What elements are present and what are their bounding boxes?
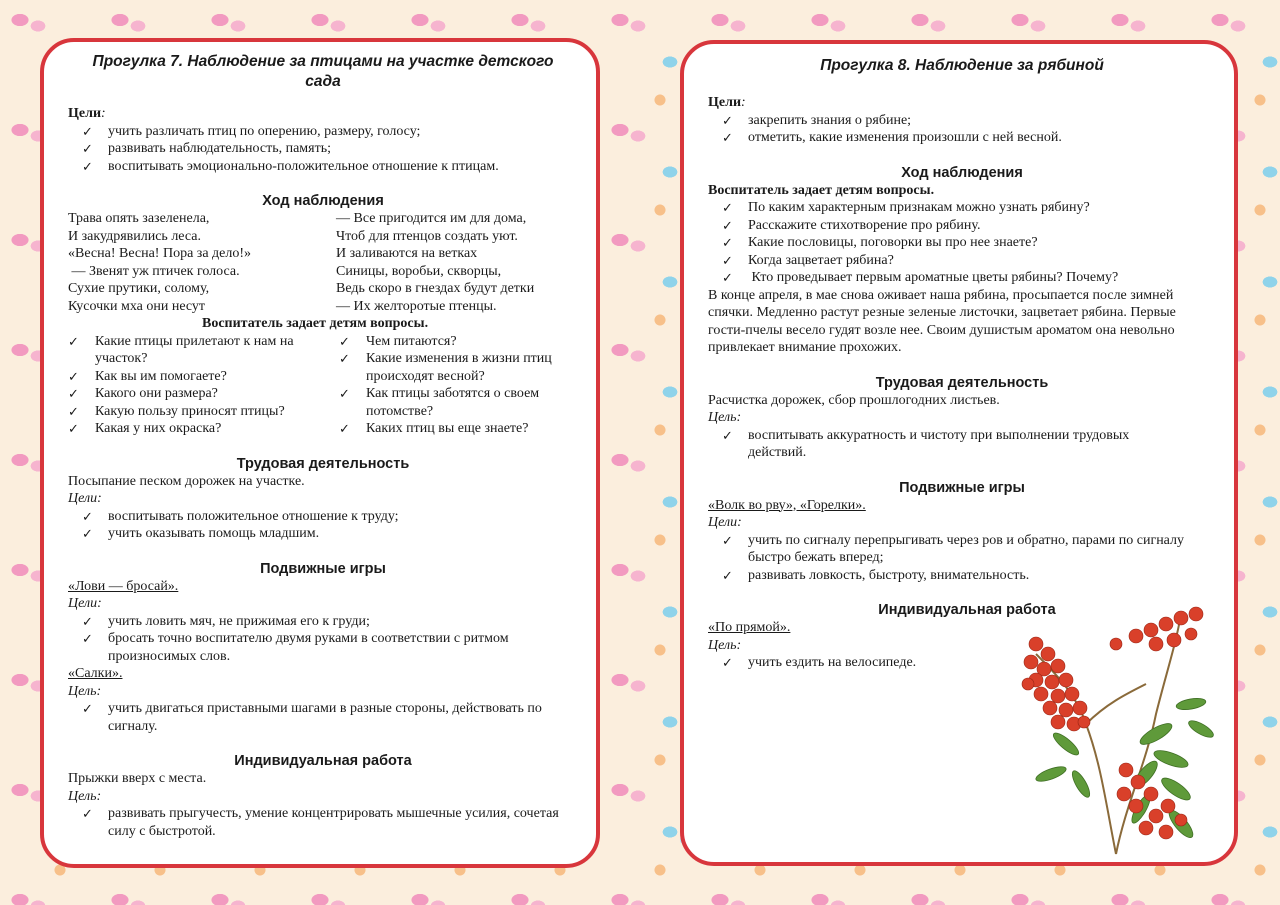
goals-list [708, 112, 1216, 147]
poem-line: «Весна! Весна! Пора за дело!» [68, 246, 252, 261]
game-goal-label: Цель: [68, 683, 102, 699]
paragraph: В конце апреля, в мае снова оживает наша рябина, просыпается после зимней спячки. Медленно растут резные зеленые листочки, зацветает рябина. Первые гости-пчелы весело гудят возле нее. Своим душистым ароматом она невольно привлекает внимание прохожих. [708, 287, 1176, 355]
poem-line: Ведь скоро в гнездах будут детки [336, 281, 535, 296]
rowan-berries [1022, 607, 1203, 839]
observation-heading: Ход наблюдения [901, 164, 1023, 181]
rowan-branch-illustration [1006, 584, 1226, 864]
poem-line: — Их желторотые птенцы. [336, 298, 497, 314]
check-icon: ✓ [339, 351, 350, 366]
check-icon: ✓ [82, 158, 93, 174]
questions-right [313, 333, 578, 438]
poem-line: Чтоб для птенцов создать уют. [336, 228, 518, 244]
left-page-card [40, 38, 600, 868]
check-icon: ✓ [68, 421, 79, 436]
list-item: ✓ воспитывать эмоционально-положительное отношение к птицам. [82, 158, 499, 174]
list-item: ✓ Какие изменения в жизни птиц происходят весной? [339, 351, 552, 384]
goals-label: Цели: [708, 95, 746, 110]
individual-heading: Индивидуальная работа [878, 602, 1056, 618]
goals-label-text: Цели [708, 95, 742, 110]
list-item: ✓ закрепить знания о рябине; [722, 112, 912, 128]
goals-list [68, 123, 578, 176]
labor-text: Посыпание песком дорожек на участке. [68, 473, 305, 489]
goals-label: Цели: [68, 106, 106, 121]
check-icon: ✓ [82, 141, 93, 156]
list-item: ✓ Расскажите стихотворение про рябину. [722, 217, 981, 233]
check-icon: ✓ [82, 526, 93, 541]
poem-line: Синицы, воробьи, скворцы, [336, 263, 502, 279]
list-item: ✓ Как вы им помогаете? [68, 368, 227, 384]
list-item: ✓ Какую пользу приносят птицы? [68, 403, 285, 419]
right-page-card [680, 40, 1238, 866]
game-goals-list [68, 613, 578, 666]
list-item: ✓ учить ездить на велосипеде. [722, 655, 917, 670]
page-title: Прогулка 8. Наблюдение за рябиной [820, 57, 1104, 74]
poem-line: Трава опять зазеленела, [68, 211, 210, 226]
games-heading: Подвижные игры [260, 560, 386, 577]
check-icon: ✓ [722, 252, 733, 268]
games-heading: Подвижные игры [899, 479, 1025, 496]
labor-heading: Трудовая деятельность [875, 374, 1049, 391]
check-icon: ✓ [722, 200, 733, 215]
list-item: ✓ воспитывать положительное отношение к труду; [82, 508, 399, 524]
check-icon: ✓ [82, 123, 93, 139]
poem-line: И закудрявились леса. [68, 228, 201, 244]
questions-list [708, 199, 1216, 287]
individual-heading: Индивидуальная работа [234, 753, 412, 769]
labor-goals-list [708, 427, 1216, 462]
check-icon: ✓ [339, 333, 350, 349]
list-item: ✓ Когда зацветает рябина? [722, 252, 894, 268]
teacher-asks: Воспитатель задает детям вопросы. [202, 316, 429, 331]
game-goals-list [68, 700, 578, 735]
labor-heading: Трудовая деятельность [236, 455, 410, 472]
check-icon: ✓ [82, 508, 93, 524]
poem-line: Сухие прутики, солому, [68, 281, 210, 296]
check-icon: ✓ [722, 130, 733, 145]
labor-goal-label: Цель: [708, 410, 742, 425]
list-item: ✓ учить различать птиц по оперению, размеру, голосу; [82, 123, 421, 139]
game-goals-list [708, 532, 1216, 585]
poem-line: И заливаются на ветках [336, 246, 478, 261]
labor-goals-label: Цели: [68, 491, 102, 506]
check-icon: ✓ [722, 567, 733, 583]
check-icon: ✓ [339, 421, 350, 436]
labor-text: Расчистка дорожек, сбор прошлогодних листьев. [708, 392, 1000, 408]
check-icon: ✓ [82, 806, 93, 821]
game-goals-label: Цели: [68, 596, 102, 611]
check-icon: ✓ [82, 701, 93, 716]
goals-label-text: Цели [68, 106, 102, 121]
list-item: ✓ учить ловить мяч, не прижимая его к груди; [82, 613, 370, 629]
list-item: ✓ развивать ловкость, быстроту, внимательность. [722, 567, 1030, 583]
page-title: Прогулка 7. Наблюдение за птицами на участке детского сада [92, 53, 554, 90]
list-item: ✓ Какие птицы прилетают к нам на участок? [68, 333, 294, 366]
list-item: ✓ Кто проведывает первым ароматные цветы рябины? Почему? [722, 270, 1119, 285]
poem [68, 210, 578, 315]
poem-line: — Звенят уж птичек голоса. [68, 263, 240, 279]
list-item: ✓ учить двигаться приставными шагами в разные стороны, действовать по сигналу. [82, 701, 542, 734]
check-icon: ✓ [722, 532, 733, 548]
list-item: ✓ учить по сигналу перепрыгивать через ров и обратно, парами по сигналу быстро бежать вперед; [722, 532, 1185, 565]
list-item: ✓ По каким характерным признакам можно узнать рябину? [722, 200, 1090, 215]
individual-name: «По прямой». [708, 620, 791, 635]
observation-heading: Ход наблюдения [262, 193, 384, 209]
game-name: «Салки». [68, 666, 123, 681]
labor-goals-list [68, 508, 578, 543]
list-item: ✓ развивать прыгучесть, умение концентрировать мышечные усилия, сочетая силу с быстротой. [82, 806, 559, 839]
questions-left [68, 333, 313, 438]
individual-text: Прыжки вверх с места. [68, 771, 207, 786]
list-item: ✓ Какие пословицы, поговорки вы про нее знаете? [722, 235, 1038, 250]
individual-goal-label: Цель: [708, 637, 742, 653]
individual-goals-list [68, 805, 578, 840]
check-icon: ✓ [339, 386, 350, 401]
list-item: ✓ Каких птиц вы еще знаете? [339, 421, 529, 436]
list-item: ✓ Какая у них окраска? [68, 421, 222, 436]
check-icon: ✓ [82, 631, 93, 646]
check-icon: ✓ [722, 427, 733, 443]
check-icon: ✓ [68, 386, 79, 401]
check-icon: ✓ [722, 270, 733, 285]
check-icon: ✓ [68, 368, 79, 384]
poem-column-left [68, 210, 310, 315]
teacher-asks: Воспитатель задает детям вопросы. [708, 182, 935, 198]
poem-line: — Все пригодится им для дома, [336, 211, 527, 226]
list-item: ✓ бросать точно воспитателю двумя руками в соответствии с ритмом произносимых слов. [82, 631, 509, 664]
list-item: ✓ воспитывать аккуратность и чистоту при выполнении трудовых действий. [722, 427, 1130, 460]
list-item: ✓ Чем питаются? [339, 333, 457, 349]
check-icon: ✓ [68, 403, 79, 419]
game-goals-label: Цели: [708, 515, 742, 530]
list-item: ✓ Как птицы заботятся о своем потомстве? [339, 386, 540, 419]
check-icon: ✓ [722, 217, 733, 233]
game-name: «Лови — бросай». [68, 578, 179, 594]
list-item: ✓ Какого они размера? [68, 386, 218, 401]
list-item: ✓ развивать наблюдательность, память; [82, 141, 331, 156]
questions [68, 333, 578, 438]
list-item: ✓ отметить, какие изменения произошли с ней весной. [722, 130, 1062, 145]
game-name: «Волк во рву», «Горелки». [708, 497, 866, 513]
list-item: ✓ учить оказывать помощь младшим. [82, 526, 320, 541]
individual-goal-label: Цель: [68, 788, 102, 804]
check-icon: ✓ [68, 333, 79, 349]
check-icon: ✓ [722, 655, 733, 670]
check-icon: ✓ [82, 613, 93, 629]
poem-column-right [310, 210, 578, 315]
check-icon: ✓ [722, 112, 733, 128]
poem-line: Кусочки мха они несут [68, 298, 206, 314]
check-icon: ✓ [722, 235, 733, 250]
